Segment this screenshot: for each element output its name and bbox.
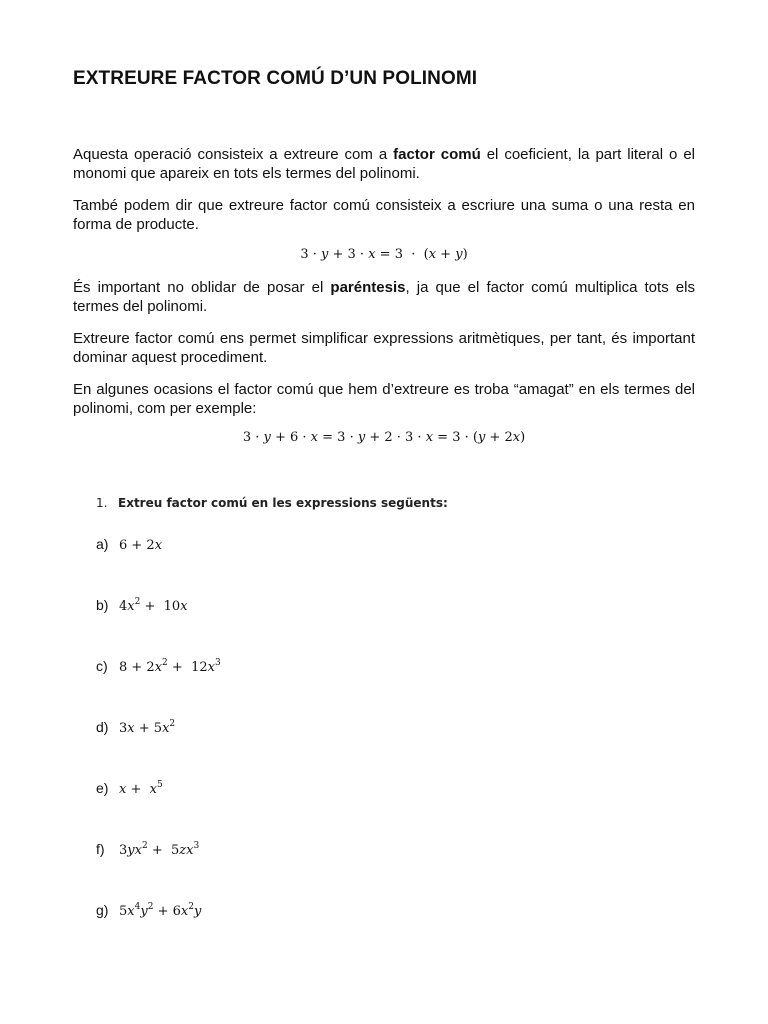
item-expression: $4x^2 + 10x$	[119, 597, 188, 614]
intro-paragraph-2: També podem dir que extreure factor comú consisteix a escriure una suma o una resta en forma de producte.	[73, 197, 695, 233]
item-expression: $3x + 5x^2$	[119, 719, 176, 736]
item-letter: e)	[96, 780, 109, 796]
item-expression: $x + x^5$	[119, 780, 163, 797]
item-expression: 6 + 2x	[119, 538, 163, 553]
item-expression: $8 + 2x^2 + 12x^3$	[119, 658, 221, 675]
intro-p3-bold: paréntesis	[330, 279, 406, 296]
intro-p1-text-end: el coeficient, la part literal o el monomi que apareix en tots els termes del polinomi.	[73, 146, 695, 182]
intro-p3-text: És important no oblidar de posar el	[73, 279, 331, 296]
formula-2-rendered: 3 · y + 6 · x = 3 · y + 2 · 3 · x = 3 · (y + 2x)	[242, 430, 526, 445]
intro-paragraph-4: Extreure factor comú ens permet simplificar expressions aritmètiques, per tant, és important dominar aquest procediment.	[73, 330, 695, 366]
item-letter: a)	[96, 536, 109, 552]
item-letter: c)	[96, 658, 108, 674]
exercise-item-d	[96, 719, 175, 741]
item-expression: $3yx^2 + 5zx^3$	[119, 841, 200, 858]
item-expression: $5x^4y^2 + 6x^2y$	[119, 902, 202, 919]
exercise-item-c	[96, 658, 221, 680]
page-title: EXTREURE FACTOR COMÚ D’UN POLINOMI	[73, 68, 478, 89]
intro-paragraph-1	[73, 145, 695, 183]
formula-example-1	[73, 247, 695, 262]
exercise-item-g	[96, 902, 201, 924]
exercise-item-f	[96, 841, 199, 863]
exercise-item-e	[96, 780, 163, 802]
exercise-item-a	[96, 536, 162, 558]
exercise-instruction: Extreu factor comú en les expressions següents:	[118, 496, 448, 510]
intro-paragraph-5: En algunes ocasions el factor comú que hem d’extreure es troba “amagat” en els termes del polinomi, com per exemple:	[73, 381, 695, 417]
item-letter: d)	[96, 719, 109, 735]
exercise-item-b	[96, 597, 188, 619]
item-letter: f)	[96, 841, 105, 857]
exercise-heading	[96, 496, 448, 510]
intro-p1-text: Aquesta operació consisteix a extreure com a	[73, 146, 394, 163]
item-letter: g)	[96, 902, 109, 918]
intro-paragraph-3	[73, 278, 695, 316]
formula-1-rendered: 3 · y + 3 · x = 3 · (x + y)	[300, 247, 468, 262]
intro-p1-bold: factor comú	[393, 146, 481, 163]
exercise-number: 1.	[96, 496, 108, 510]
formula-example-2	[73, 430, 695, 445]
item-letter: b)	[96, 597, 109, 613]
intro-p3-text-end: , ja que el factor comú multiplica tots els termes del polinomi.	[73, 279, 695, 315]
